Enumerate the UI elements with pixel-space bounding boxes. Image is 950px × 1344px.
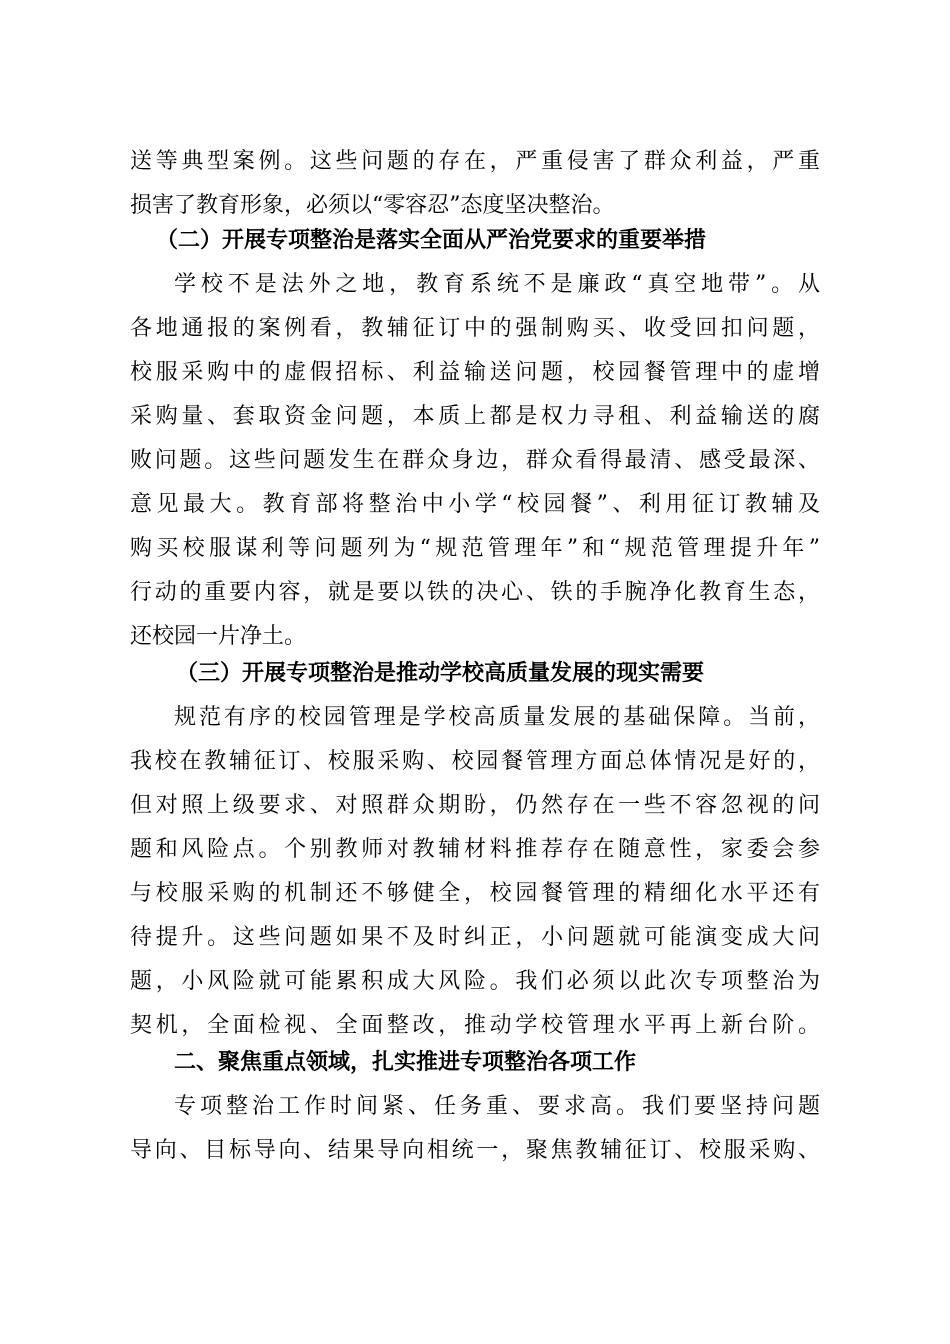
paragraph-line: 但对照上级要求、对照群众期盼，仍然存在一些不容忽视的问 bbox=[130, 793, 820, 818]
paragraph-line: 还校园一片净土。 bbox=[130, 624, 307, 649]
paragraph-line: 专项整治工作时间紧、任务重、要求高。我们要坚持问题 bbox=[174, 1094, 820, 1119]
paragraph-line: 采购量、套取资金问题，本质上都是权力寻租、利益输送的腐 bbox=[130, 404, 820, 429]
paragraph-line: 意见最大。教育部将整治中小学“校园餐”、利用征订教辅及 bbox=[130, 492, 820, 517]
paragraph-line: 各地通报的案例看，教辅征订中的强制购买、收受回扣问题， bbox=[130, 316, 820, 341]
section-heading: （二）开展专项整治是落实全面从严治党要求的重要举措 bbox=[156, 228, 707, 253]
paragraph-line: 损害了教育形象，必须以“零容忍”态度坚决整治。 bbox=[130, 193, 615, 218]
paragraph-line: 题，小风险就可能累积成大风险。我们必须以此次专项整治为 bbox=[130, 969, 820, 994]
paragraph-line: 败问题。这些问题发生在群众身边，群众看得最清、感受最深、 bbox=[130, 448, 820, 473]
paragraph-line: 我校在教辅征订、校服采购、校园餐管理方面总体情况是好的， bbox=[130, 749, 820, 774]
paragraph-line: 题和风险点。个别教师对教辅材料推荐存在随意性，家委会参 bbox=[130, 837, 820, 862]
paragraph-line: 行动的重要内容，就是要以铁的决心、铁的手腕净化教育生态， bbox=[130, 580, 820, 605]
section-heading: （三）开展专项整治是推动学校高质量发展的现实需要 bbox=[176, 661, 705, 686]
paragraph-line: 送等典型案例。这些问题的存在，严重侵害了群众利益，严重 bbox=[130, 149, 820, 174]
paragraph-line: 导向、目标导向、结果导向相统一，聚焦教辅征订、校服采购、 bbox=[130, 1138, 820, 1163]
chapter-heading: 二、聚焦重点领域，扎实推进专项整治各项工作 bbox=[174, 1050, 637, 1075]
paragraph-line: 学校不是法外之地，教育系统不是廉政“真空地带”。从 bbox=[174, 272, 820, 297]
paragraph-line: 与校服采购的机制还不够健全，校园餐管理的精细化水平还有 bbox=[130, 881, 820, 906]
paragraph-line: 规范有序的校园管理是学校高质量发展的基础保障。当前， bbox=[174, 705, 820, 730]
paragraph-line: 契机，全面检视、全面整改，推动学校管理水平再上新台阶。 bbox=[130, 1013, 820, 1038]
paragraph-line: 购买校服谋利等问题列为“规范管理年”和“规范管理提升年” bbox=[130, 536, 820, 561]
paragraph-line: 校服采购中的虚假招标、利益输送问题，校园餐管理中的虚增 bbox=[130, 360, 820, 385]
paragraph-line: 待提升。这些问题如果不及时纠正，小问题就可能演变成大问 bbox=[130, 925, 820, 950]
